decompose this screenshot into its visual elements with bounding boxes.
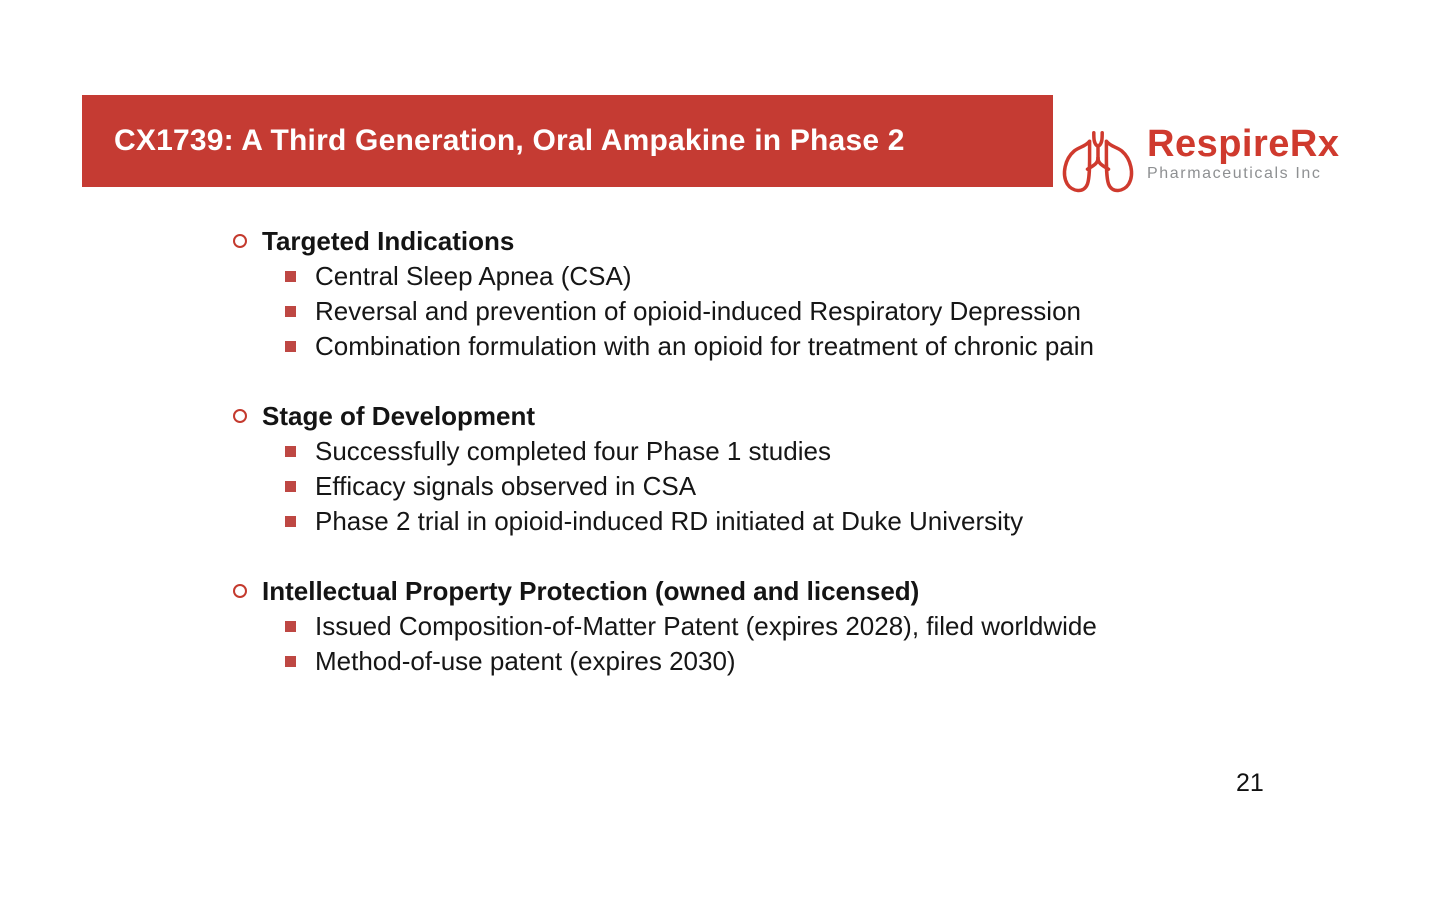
content-list bbox=[230, 224, 1230, 714]
section-heading: Intellectual Property Protection (owned and licensed) bbox=[262, 576, 920, 606]
list-item-text: Phase 2 trial in opioid-induced RD initiated at Duke University bbox=[315, 506, 1024, 536]
slide-title: CX1739: A Third Generation, Oral Ampakine in Phase 2 bbox=[114, 124, 905, 157]
circle-bullet-icon bbox=[233, 584, 247, 598]
section-heading: Stage of Development bbox=[262, 401, 536, 431]
company-logo bbox=[1054, 118, 1339, 200]
section-heading-row bbox=[230, 574, 1230, 609]
list-item bbox=[230, 259, 1230, 294]
section-stage-of-development bbox=[230, 399, 1230, 539]
list-item bbox=[230, 294, 1230, 329]
list-item-text: Central Sleep Apnea (CSA) bbox=[315, 261, 632, 291]
list-item-text: Efficacy signals observed in CSA bbox=[315, 471, 697, 501]
circle-bullet-icon bbox=[233, 234, 247, 248]
list-item-text: Reversal and prevention of opioid-induced Respiratory Depression bbox=[315, 296, 1081, 326]
list-item-text: Combination formulation with an opioid for treatment of chronic pain bbox=[315, 331, 1094, 361]
square-bullet-icon bbox=[285, 341, 296, 352]
page-number: 21 bbox=[1236, 769, 1264, 797]
lungs-icon bbox=[1054, 130, 1142, 200]
list-item bbox=[230, 469, 1230, 504]
list-item-text: Successfully completed four Phase 1 studies bbox=[315, 436, 831, 466]
list-item-text: Method-of-use patent (expires 2030) bbox=[315, 646, 736, 676]
circle-bullet-icon bbox=[233, 409, 247, 423]
logo-text-block bbox=[1147, 118, 1339, 183]
square-bullet-icon bbox=[285, 481, 296, 492]
list-item-text: Issued Composition-of-Matter Patent (expires 2028), filed worldwide bbox=[315, 611, 1097, 641]
square-bullet-icon bbox=[285, 516, 296, 527]
list-item bbox=[230, 644, 1230, 679]
section-targeted-indications bbox=[230, 224, 1230, 364]
logo-company-name: RespireRx bbox=[1147, 123, 1340, 165]
square-bullet-icon bbox=[285, 446, 296, 457]
logo-subtitle: Pharmaceuticals Inc bbox=[1147, 165, 1322, 182]
list-item bbox=[230, 434, 1230, 469]
list-item bbox=[230, 609, 1230, 644]
square-bullet-icon bbox=[285, 306, 296, 317]
square-bullet-icon bbox=[285, 271, 296, 282]
section-heading-row bbox=[230, 224, 1230, 259]
section-heading: Targeted Indications bbox=[262, 226, 515, 256]
list-item bbox=[230, 329, 1230, 364]
square-bullet-icon bbox=[285, 621, 296, 632]
square-bullet-icon bbox=[285, 656, 296, 667]
section-heading-row bbox=[230, 399, 1230, 434]
list-item bbox=[230, 504, 1230, 539]
title-bar bbox=[82, 95, 1053, 187]
section-intellectual-property bbox=[230, 574, 1230, 679]
